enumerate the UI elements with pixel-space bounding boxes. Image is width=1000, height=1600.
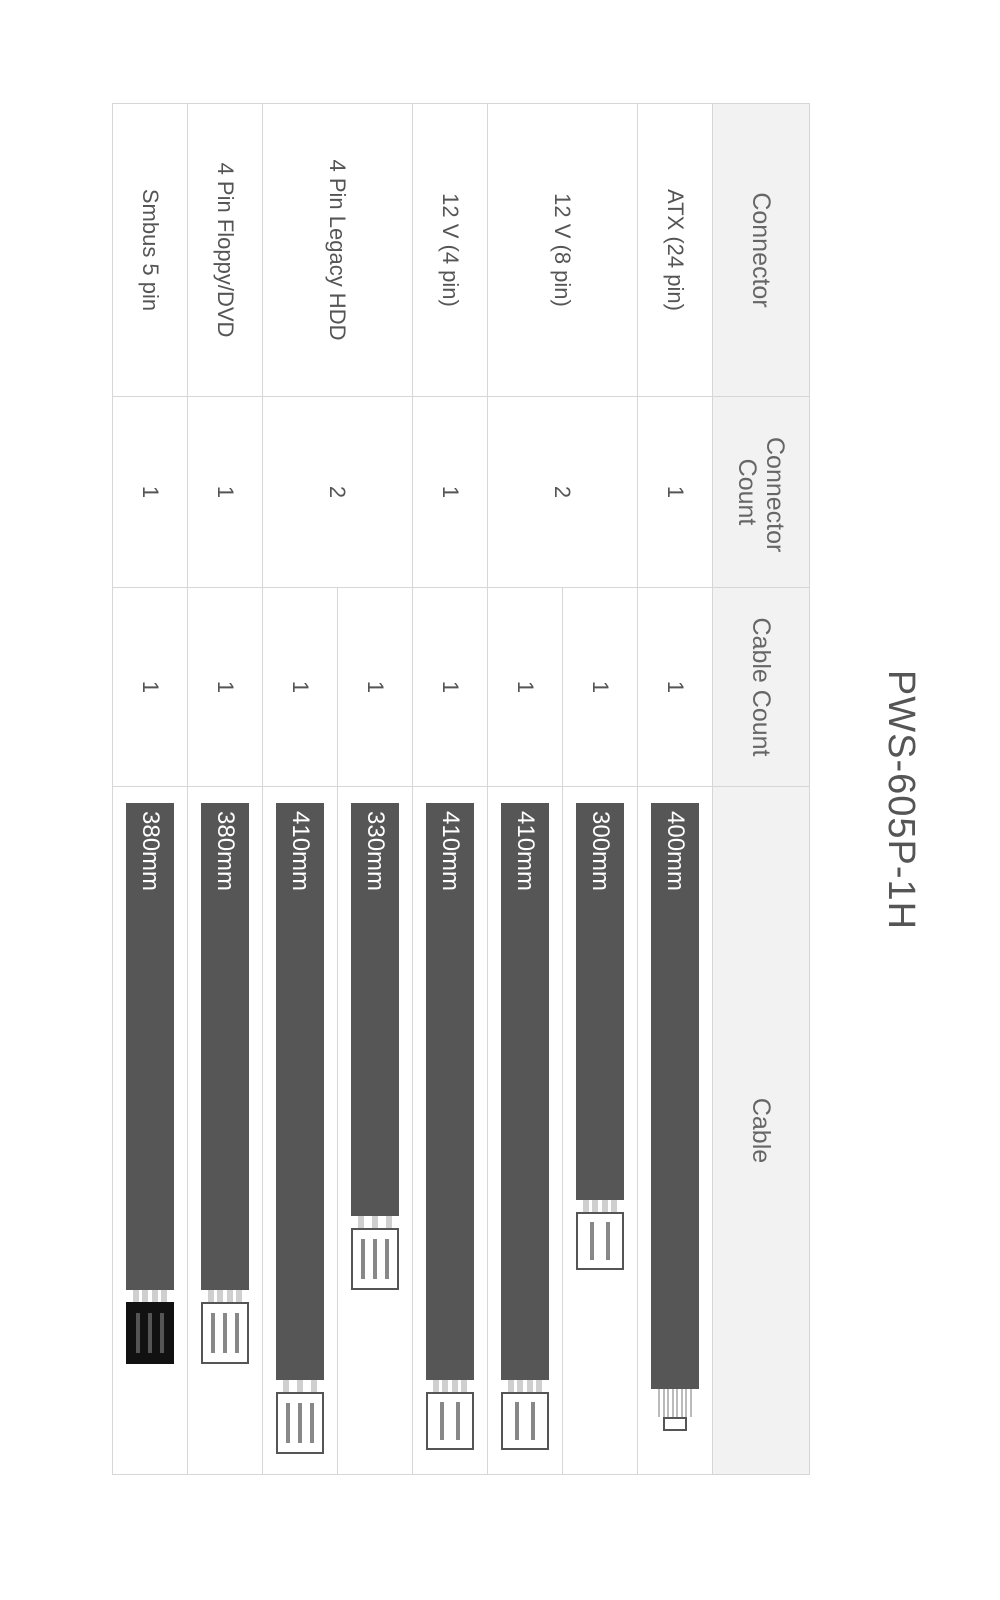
cable-bar (201, 803, 249, 1290)
cable-cell (188, 787, 263, 1475)
cable-cell (338, 787, 413, 1475)
atx12v-connector-icon (426, 1380, 474, 1450)
cable-cell (113, 787, 188, 1475)
atx-connector-icon (651, 1389, 699, 1431)
cable-length: 300mm (587, 811, 614, 892)
cable-count: 1 (563, 588, 638, 787)
cable-length: 330mm (362, 811, 389, 892)
cable-cell (488, 787, 563, 1475)
connector-name: 12 V (4 pin) (413, 104, 488, 397)
cable-count: 1 (113, 588, 188, 787)
table-row (638, 104, 713, 1475)
molex-connector-icon (276, 1380, 324, 1454)
cable-cell (563, 787, 638, 1475)
connector-name: ATX (24 pin) (638, 104, 713, 397)
cable-count: 1 (488, 588, 563, 787)
cable-bar (651, 803, 699, 1389)
page-title: PWS-605P-1H (880, 669, 922, 931)
table-row (413, 104, 488, 1475)
header-connector: Connector (713, 104, 810, 397)
table-row (338, 104, 413, 1475)
header-cable-count: Cable Count (713, 588, 810, 787)
cable-bar (126, 803, 174, 1290)
connector-name: 12 V (8 pin) (488, 104, 638, 397)
cable-bar (426, 803, 474, 1380)
floppy-connector-icon (201, 1290, 249, 1364)
cable-bar (351, 803, 399, 1216)
cable-length: 380mm (212, 811, 239, 892)
connector-name: 4 Pin Legacy HDD (263, 104, 413, 397)
cable-bar (576, 803, 624, 1200)
connector-count: 2 (263, 397, 413, 588)
eps-connector-icon (576, 1200, 624, 1270)
cable-length: 410mm (512, 811, 539, 892)
table-header-row (713, 104, 810, 1475)
smbus-connector-icon (126, 1290, 174, 1364)
header-cable: Cable (713, 787, 810, 1475)
connector-count: 2 (488, 397, 638, 588)
cable-spec-table (112, 103, 810, 1475)
cable-length: 410mm (437, 811, 464, 892)
cable-length: 410mm (287, 811, 314, 892)
cable-count: 1 (638, 588, 713, 787)
eps-connector-icon (501, 1380, 549, 1450)
cable-cell (263, 787, 338, 1475)
connector-name: Smbus 5 pin (113, 104, 188, 397)
cable-length: 400mm (662, 811, 689, 892)
cable-count: 1 (188, 588, 263, 787)
cable-cell (413, 787, 488, 1475)
cable-length: 380mm (137, 811, 164, 892)
table-row (188, 104, 263, 1475)
cable-bar (276, 803, 324, 1380)
connector-name: 4 Pin Floppy/DVD (188, 104, 263, 397)
cable-count: 1 (263, 588, 338, 787)
cable-count: 1 (338, 588, 413, 787)
connector-count: 1 (188, 397, 263, 588)
cable-bar (501, 803, 549, 1380)
table-row (563, 104, 638, 1475)
connector-count: 1 (638, 397, 713, 588)
cable-cell (638, 787, 713, 1475)
cable-count: 1 (413, 588, 488, 787)
molex-connector-icon (351, 1216, 399, 1290)
table-row (113, 104, 188, 1475)
connector-count: 1 (413, 397, 488, 588)
header-connector-count: Connector Count (713, 397, 810, 588)
connector-count: 1 (113, 397, 188, 588)
